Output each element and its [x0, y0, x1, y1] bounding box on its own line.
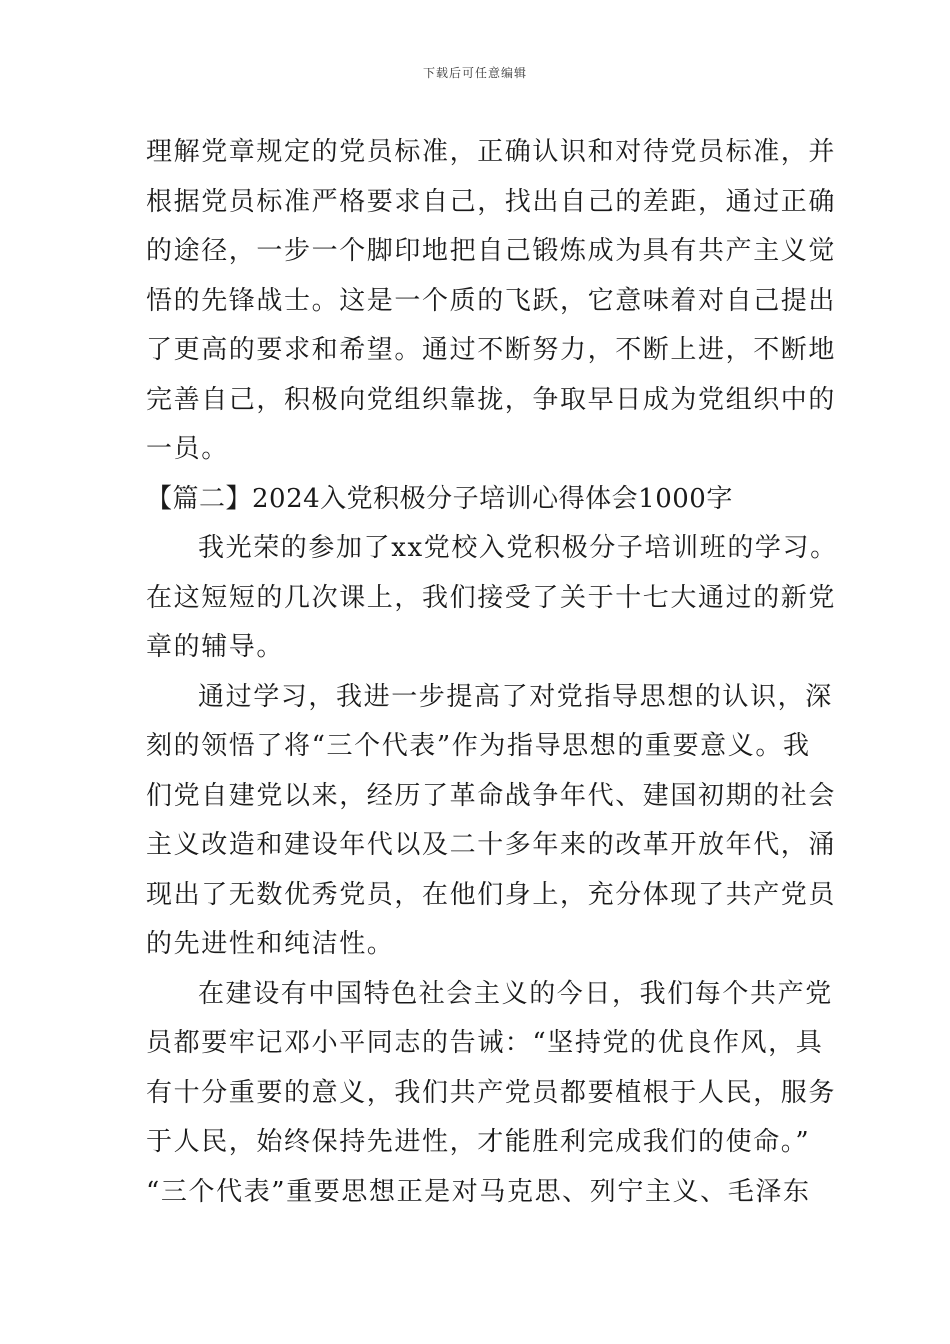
body-line: 现出了无数优秀党员，在他们身上，充分体现了共产党员 — [146, 879, 837, 910]
paragraph-first-line: 我光荣的参加了xx党校入党积极分子培训班的学习。 — [198, 533, 838, 563]
body-line: 悟的先锋战士。这是一个质的飞跃，它意味着对自己提出 — [146, 285, 837, 316]
body-line: 章的辅导。 — [146, 632, 285, 662]
header-note: 下载后可任意编辑 — [422, 66, 527, 80]
paragraph-first-line: 通过学习，我进一步提高了对党指导思想的认识，深 — [198, 681, 833, 712]
section-heading: 【篇二】2024入党积极分子培训心得体会1000字 — [146, 483, 733, 514]
body-line: 一员。 — [146, 434, 229, 464]
body-line: 的先进性和纯洁性。 — [146, 929, 395, 959]
body-line: 主义改造和建设年代以及二十多年来的改革开放年代，涌 — [146, 830, 837, 860]
document-body — [146, 128, 838, 1217]
body-line: 的途径，一步一个脚印地把自己锻炼成为具有共产主义觉 — [146, 236, 837, 266]
body-line: 于人民，始终保持先进性，才能胜利完成我们的使命。” — [146, 1127, 811, 1157]
body-line: 有十分重要的意义，我们共产党员都要植根于人民，服务 — [146, 1077, 837, 1108]
body-line: 们党自建党以来，经历了革命战争年代、建国初期的社会 — [146, 780, 837, 811]
body-line: 完善自己，积极向党组织靠拢，争取早日成为党组织中的 — [146, 384, 837, 415]
body-line: 在这短短的几次课上，我们接受了关于十七大通过的新党 — [146, 582, 837, 613]
body-line: “三个代表”重要思想正是对马克思、列宁主义、毛泽东 — [146, 1176, 811, 1207]
paragraph-first-line: 在建设有中国特色社会主义的今日，我们每个共产党 — [198, 978, 833, 1009]
body-line: 了更高的要求和希望。通过不断努力，不断上进，不断地 — [146, 335, 837, 365]
body-line: 刻的领悟了将“三个代表”作为指导思想的重要意义。我 — [146, 731, 811, 761]
body-line: 根据党员标准严格要求自己，找出自己的差距，通过正确 — [146, 186, 837, 217]
body-line: 员都要牢记邓小平同志的告诫：“坚持党的优良作风，具 — [146, 1028, 824, 1058]
body-line: 理解党章规定的党员标准，正确认识和对待党员标准，并 — [146, 137, 837, 167]
